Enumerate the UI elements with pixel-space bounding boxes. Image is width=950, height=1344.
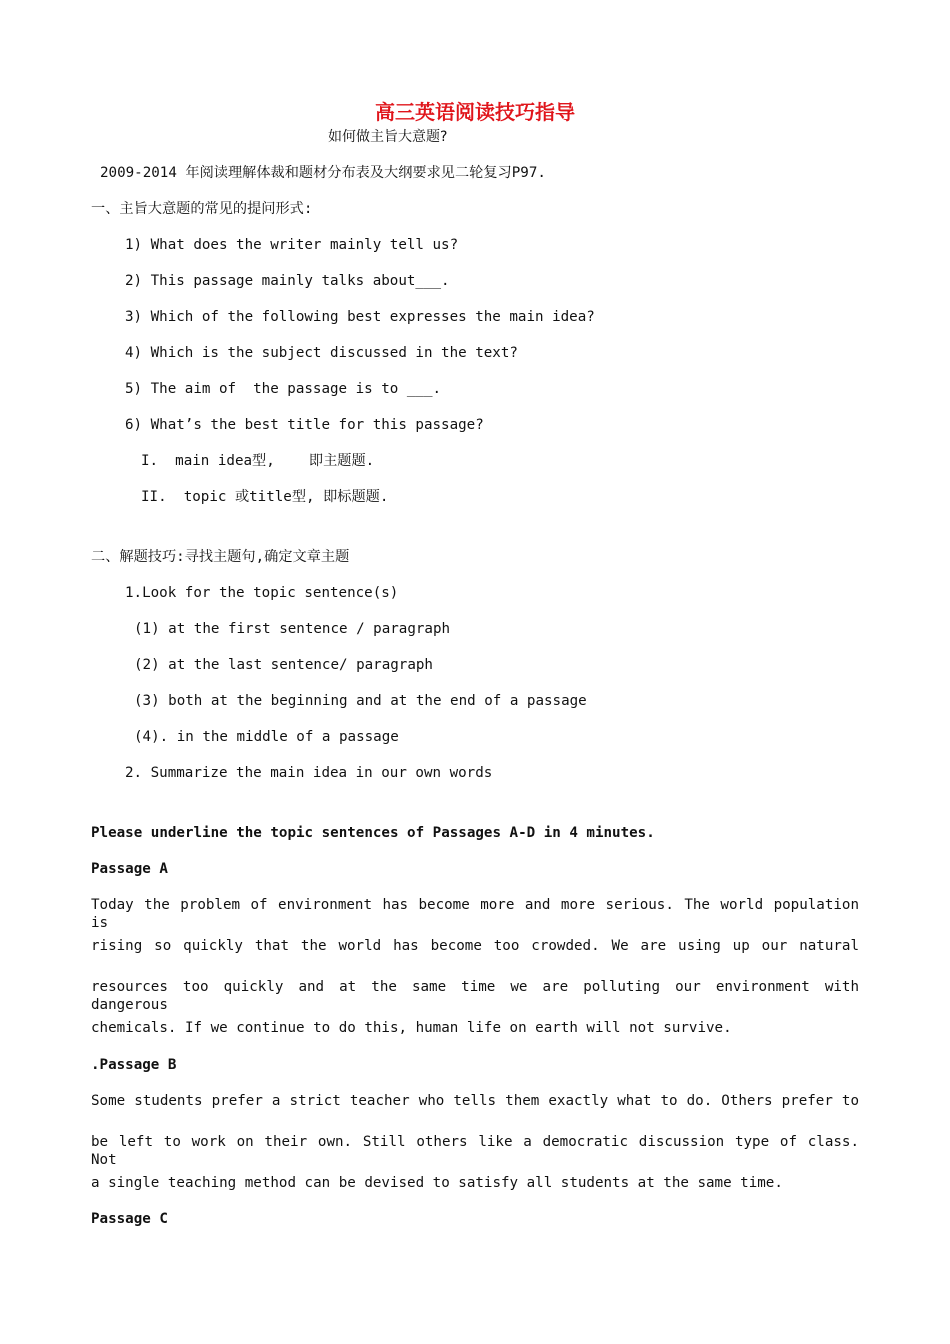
passage-a-line: chemicals. If we continue to do this, human life on earth will not survive.: [91, 1020, 732, 1036]
passage-a-line: Today the problem of environment has become more and more serious. The world population is: [91, 897, 859, 931]
question-item: 5) The aim of the passage is to ___.: [125, 381, 442, 397]
passage-c-label: Passage C: [91, 1211, 168, 1227]
passage-b-line: a single teaching method can be devised to satisfy all students at the same time.: [91, 1175, 783, 1191]
document-title: 高三英语阅读技巧指导: [375, 100, 575, 124]
passage-b-label: .Passage B: [91, 1057, 177, 1073]
strategy-subpoint: (4). in the middle of a passage: [134, 729, 399, 745]
section2-heading: 二、解题技巧:寻找主题句,确定文章主题: [91, 549, 350, 565]
question-item: 4) Which is the subject discussed in the text?: [125, 345, 518, 361]
strategy-subpoint: (2) at the last sentence/ paragraph: [134, 657, 433, 673]
question-item: 3) Which of the following best expresses the main idea?: [125, 309, 595, 325]
strategy-subpoint: (3) both at the beginning and at the end of a passage: [134, 693, 587, 709]
question-item: 6) What’s the best title for this passage?: [125, 417, 484, 433]
question-item: 1) What does the writer mainly tell us?: [125, 237, 459, 253]
passage-a-line: resources too quickly and at the same time we are polluting our environment with dangerous: [91, 979, 859, 1013]
passage-b-line: be left to work on their own. Still others like a democratic discussion type of class. Not: [91, 1134, 859, 1168]
section1-heading: 一、主旨大意题的常见的提问形式:: [91, 201, 313, 217]
question-item: 2) This passage mainly talks about___.: [125, 273, 450, 289]
passage-b-line: Some students prefer a strict teacher who tells them exactly what to do. Others prefer to: [91, 1093, 859, 1109]
strategy-point: 1.Look for the topic sentence(s): [125, 585, 399, 601]
strategy-point: 2. Summarize the main idea in our own words: [125, 765, 493, 781]
intro-line: 2009-2014 年阅读理解体裁和题材分布表及大纲要求见二轮复习P97.: [100, 165, 546, 181]
document-subtitle: 如何做主旨大意题?: [328, 129, 448, 145]
type-item: I. main idea型, 即主题题.: [141, 453, 375, 469]
passage-a-label: Passage A: [91, 861, 168, 877]
type-item: II. topic 或title型, 即标题题.: [141, 489, 389, 505]
passage-a-line: rising so quickly that the world has become too crowded. We are using up our natural: [91, 938, 859, 954]
instruction-line: Please underline the topic sentences of Passages A-D in 4 minutes.: [91, 825, 655, 841]
strategy-subpoint: (1) at the first sentence / paragraph: [134, 621, 451, 637]
